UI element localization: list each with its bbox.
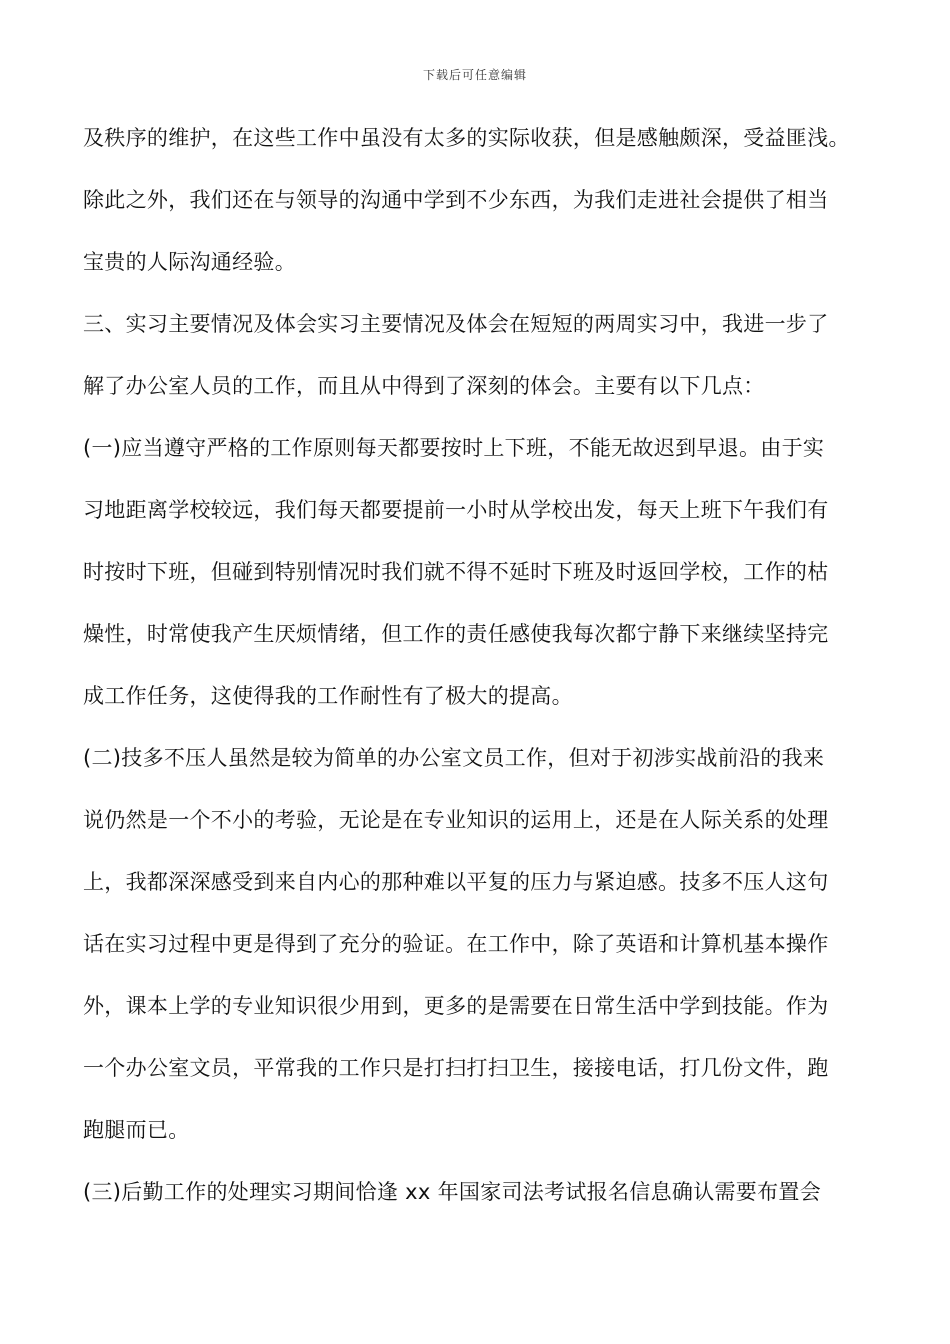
text-line: 说仍然是一个不小的考验，无论是在专业知识的运用上，还是在人际关系的处理 [83, 808, 829, 832]
text-line: 话在实习过程中更是得到了充分的验证。在工作中，除了英语和计算机基本操作 [83, 932, 829, 956]
text-line: 一个办公室文员，平常我的工作只是打扫打扫卫生，接接电话，打几份文件，跑 [83, 1056, 829, 1080]
text-line: 跑腿而已。 [83, 1118, 190, 1142]
subsection-heading-line: (三)后勤工作的处理实习期间恰逢 xx 年国家司法考试报名信息确认需要布置会 [83, 1180, 821, 1204]
section-heading-line: 三、实习主要情况及体会实习主要情况及体会在短短的两周实习中，我进一步了 [83, 312, 829, 336]
document-body [83, 112, 883, 1228]
download-note: 下载后可任意编辑 [422, 68, 527, 82]
subsection-heading-line: (二)技多不压人虽然是较为简单的办公室文员工作，但对于初涉实战前沿的我来 [83, 746, 825, 770]
text-line: 外，课本上学的专业知识很少用到，更多的是需要在日常生活中学到技能。作为 [83, 994, 829, 1018]
text-line: 上，我都深深感受到来自内心的那种难以平复的压力与紧迫感。技多不压人这句 [83, 870, 829, 894]
subsection-heading-line: (一)应当遵守严格的工作原则每天都要按时上下班，不能无故迟到早退。由于实 [83, 436, 825, 460]
text-line: 除此之外，我们还在与领导的沟通中学到不少东西，为我们走进社会提供了相当 [83, 188, 829, 212]
text-line: 燥性，时常使我产生厌烦情绪，但工作的责任感使我每次都宁静下来继续坚持完 [83, 622, 829, 646]
text-line: 解了办公室人员的工作，而且从中得到了深刻的体会。主要有以下几点： [83, 374, 765, 398]
text-line: 习地距离学校较远，我们每天都要提前一小时从学校出发，每天上班下午我们有 [83, 498, 829, 522]
text-line: 时按时下班，但碰到特别情况时我们就不得不延时下班及时返回学校，工作的枯 [83, 560, 829, 584]
text-line: 宝贵的人际沟通经验。 [83, 250, 296, 274]
text-line: 及秩序的维护，在这些工作中虽没有太多的实际收获，但是感触颇深，受益匪浅。 [83, 126, 850, 150]
text-line: 成工作任务，这使得我的工作耐性有了极大的提高。 [83, 684, 573, 708]
